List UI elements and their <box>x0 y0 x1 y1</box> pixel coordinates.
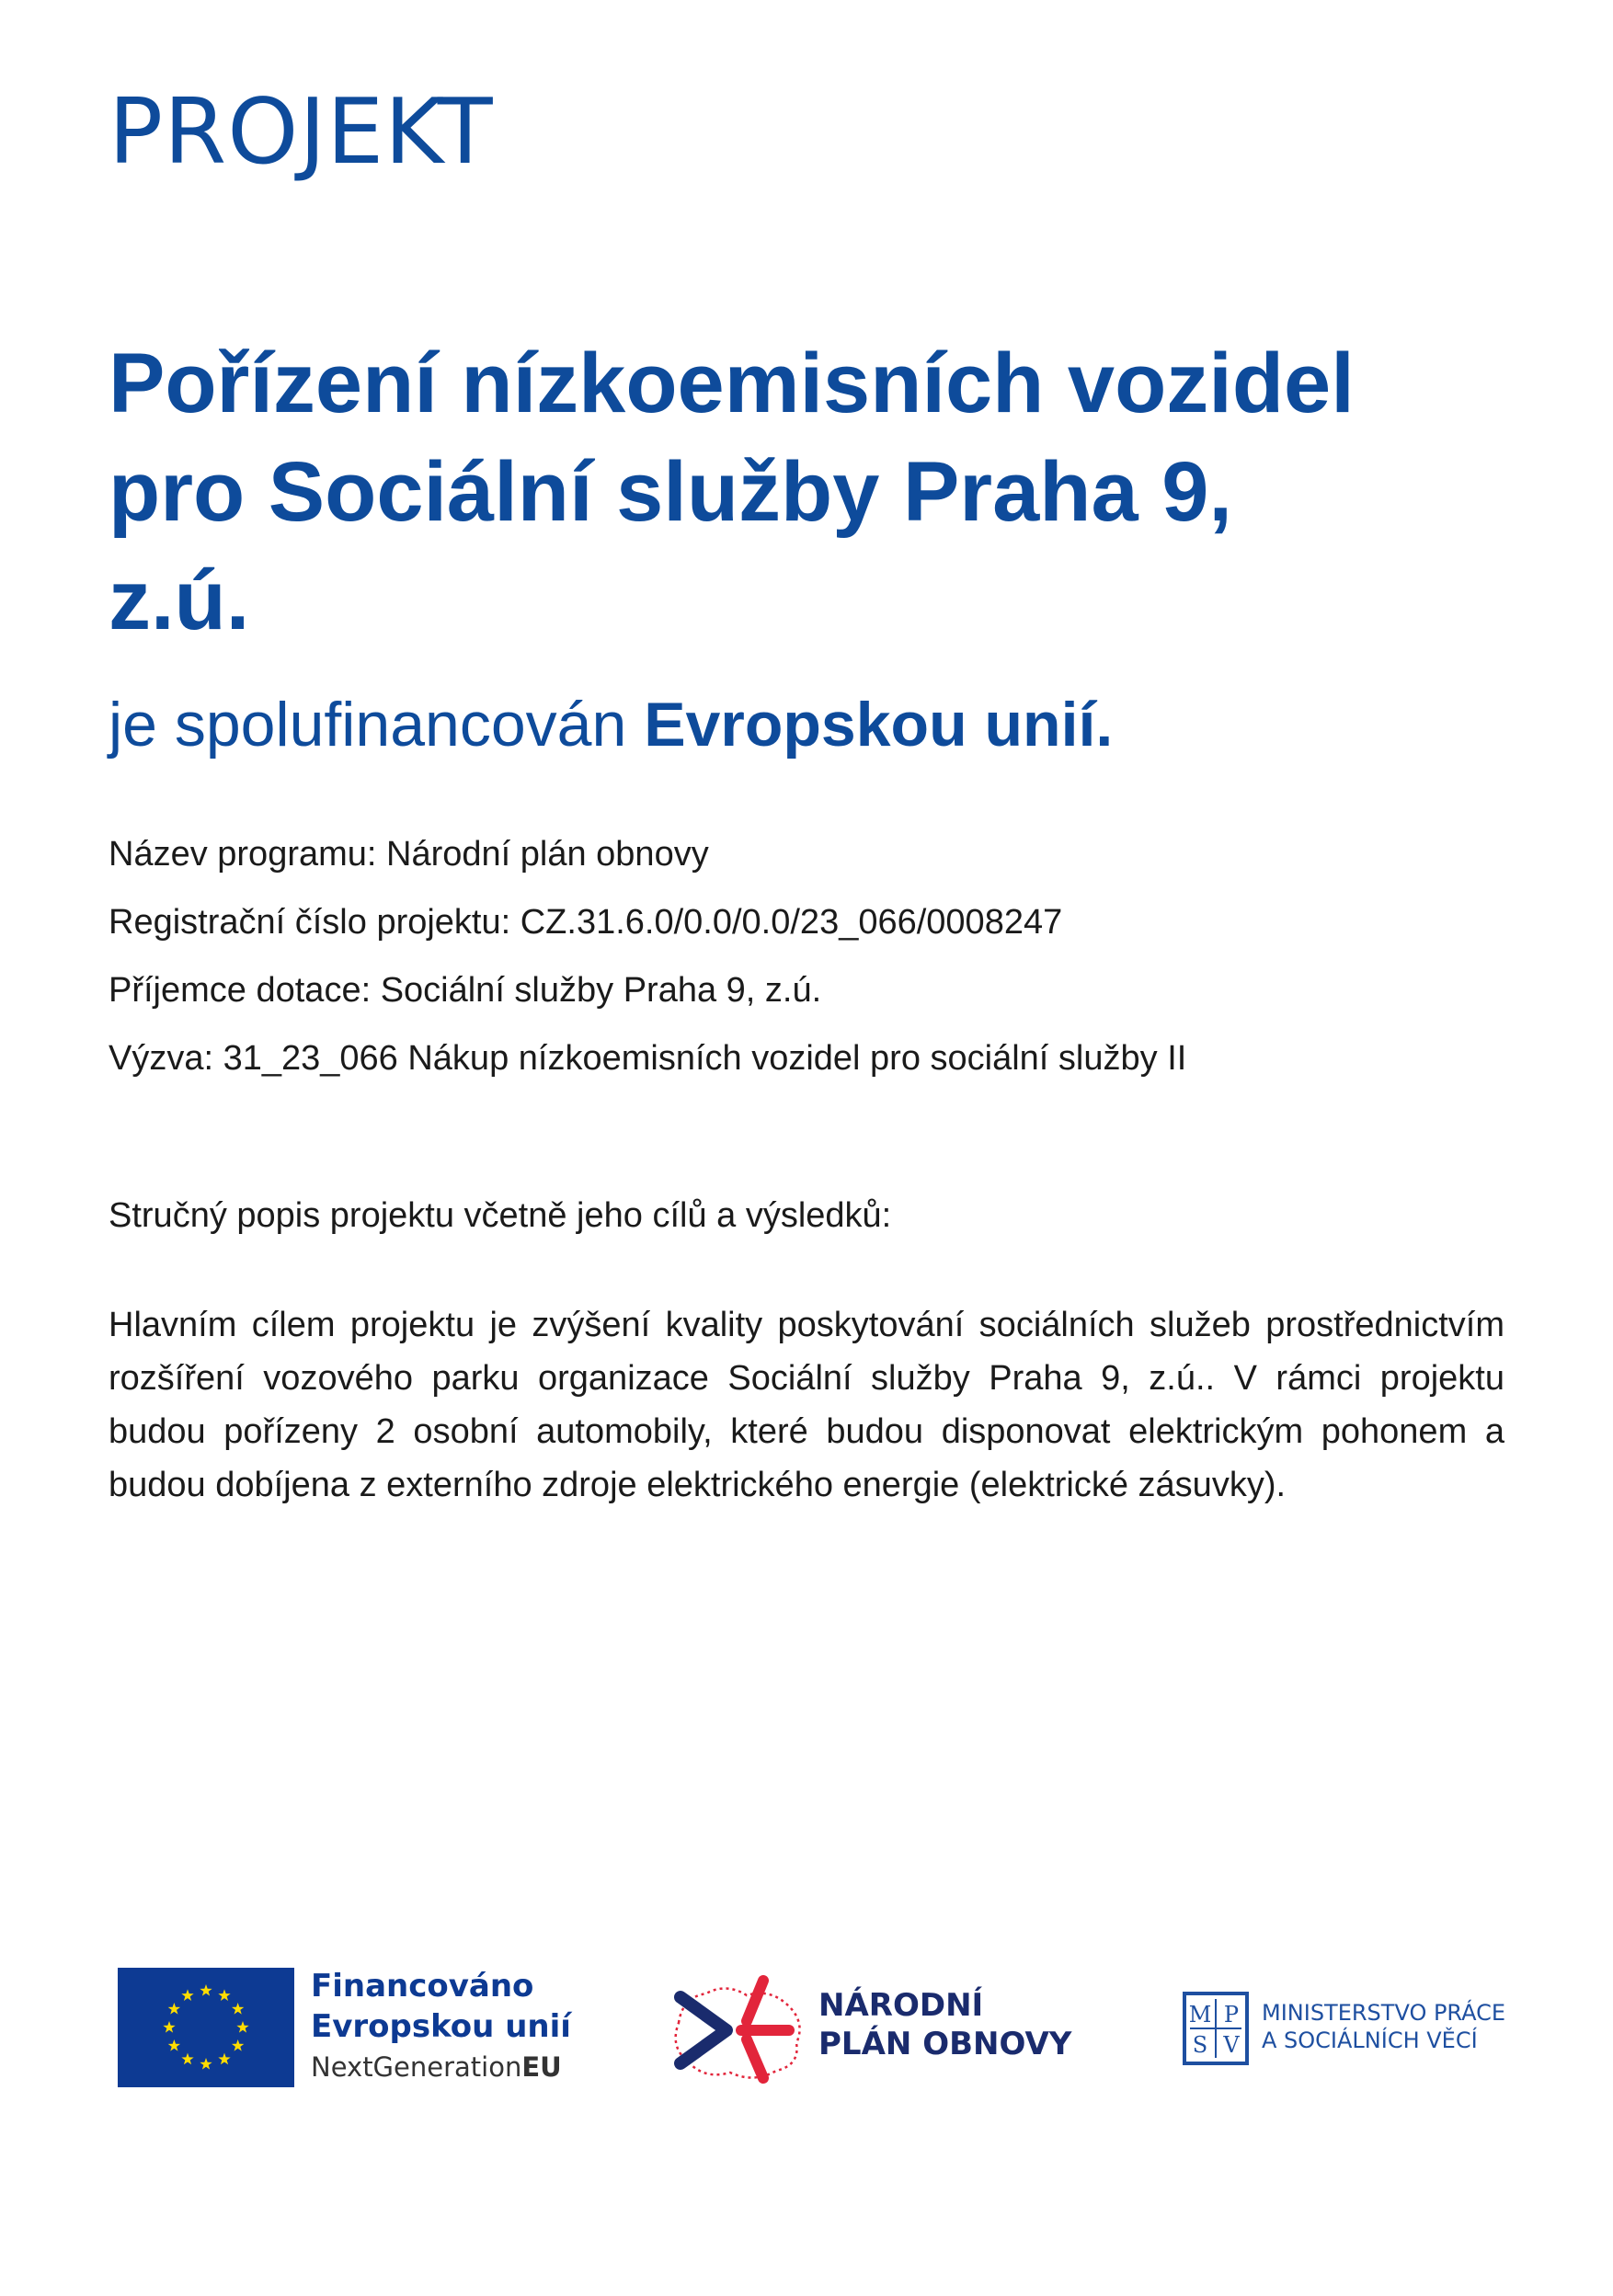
svg-text:P: P <box>1223 2002 1240 2028</box>
eu-logo-line: Evropskou unií <box>311 2008 571 2045</box>
summary-heading: Stručný popis projektu včetně jeho cílů a výsledků: <box>109 1196 892 1235</box>
footer-logos <box>0 1949 1613 2115</box>
eu-funding-logo <box>118 1968 596 2096</box>
mpsv-logo <box>1183 1992 1532 2074</box>
project-title <box>109 329 1543 655</box>
npo-logo <box>662 1970 1104 2098</box>
eu-star-icon <box>232 2039 244 2051</box>
npo-logo-line: NÁRODNÍ <box>818 1987 984 2024</box>
eu-flag-icon <box>118 1968 294 2087</box>
npo-logo-text <box>818 1986 1071 2063</box>
eu-star-icon <box>181 2053 193 2065</box>
poster-kicker: PROJEKT <box>109 80 494 185</box>
grant-recipient: Příjemce dotace: Sociální služby Praha 9, z.ú. <box>109 971 822 1010</box>
eu-star-icon <box>168 2003 180 2015</box>
project-meta <box>109 820 1506 1092</box>
npo-mark-icon <box>662 1970 809 2089</box>
mpsv-logo-line: MINISTERSTVO PRÁCE <box>1262 2000 1506 2026</box>
eu-logo-eu: EU <box>521 2051 562 2083</box>
cofinancing-prefix: je spolufinancován <box>109 690 645 760</box>
mpsv-monogram-icon <box>1183 1992 1249 2065</box>
eu-star-icon <box>163 2021 175 2033</box>
summary-text: Hlavním cílem projektu je zvýšení kvality poskytování sociálních služeb prostřednictvím rozšíření vozového parku organizace Sociální služby Praha 9, z.ú.. V rámci projektu budou pořízeny 2 osobní automobily, které budou disponovat elektrickým pohonem a budou dobíjena z externího zdroje elektrického energie (elektrické zásuvky). <box>109 1306 1504 1504</box>
project-title-line: pro Sociální služby Praha 9, <box>109 445 1232 539</box>
eu-star-icon <box>181 1989 193 2001</box>
svg-text:M: M <box>1188 2002 1212 2028</box>
eu-star-icon <box>200 2058 212 2070</box>
eu-star-icon <box>218 1989 230 2001</box>
eu-star-icon <box>168 2039 180 2051</box>
eu-star-icon <box>200 1984 212 1996</box>
svg-text:S: S <box>1192 2032 1208 2058</box>
svg-text:V: V <box>1223 2032 1240 2058</box>
npo-logo-line: PLÁN OBNOVY <box>818 2026 1072 2062</box>
registration-number: Registrační číslo projektu: CZ.31.6.0/0.0/0.0/23_066/0008247 <box>109 903 1063 942</box>
eu-logo-line: Financováno <box>311 1968 534 2005</box>
program-name: Název programu: Národní plán obnovy <box>109 835 709 874</box>
eu-star-icon <box>232 2003 244 2015</box>
cofinancing-statement <box>109 688 1113 763</box>
project-title-line: z.ú. <box>109 554 250 647</box>
eu-star-icon <box>236 2021 248 2033</box>
eu-logo-text <box>311 1966 571 2085</box>
eu-star-icon <box>218 2053 230 2065</box>
funding-call: Výzva: 31_23_066 Nákup nízkoemisních vozidel pro sociální služby II <box>109 1039 1187 1078</box>
mpsv-logo-line: A SOCIÁLNÍCH VĚCÍ <box>1262 2028 1478 2053</box>
project-title-line: Pořízení nízkoemisních vozidel <box>109 337 1355 430</box>
mpsv-logo-text <box>1262 1999 1505 2054</box>
eu-logo-line <box>311 2049 571 2085</box>
eu-logo-nextgen: NextGeneration <box>311 2051 522 2083</box>
cofinancing-eu: Evropskou unií. <box>644 690 1114 760</box>
